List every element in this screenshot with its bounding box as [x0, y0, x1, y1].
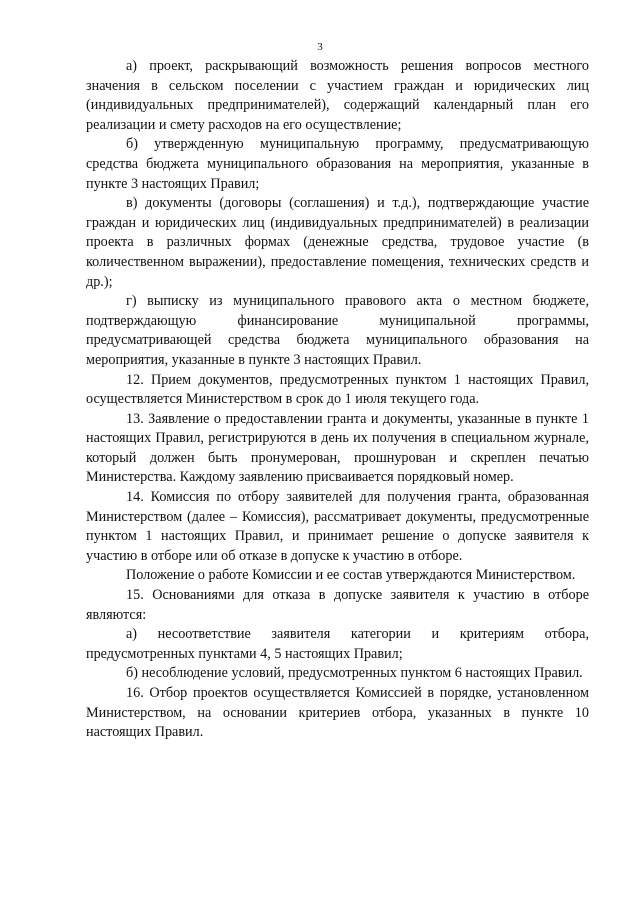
paragraph-15b: б) несоблюдение условий, предусмотренных пунктом 6 настоящих Правил.: [126, 665, 583, 682]
paragraph-14-commission: Положение о работе Комиссии и ее состав утверждаются Министерством.: [126, 567, 576, 584]
paragraph-11g: г) выписку из муниципального правового акта о местном бюджете, подтверждающую финансирование муниципальной программы, предусматривающей средства бюджета муниципального образования на мероприятия, указанные в пункте 3 настоящих Правил.: [86, 293, 589, 368]
paragraph-16: 16. Отбор проектов осуществляется Комиссией в порядке, установленном Министерством, на основании критериев отбора, указанных в пункте 10 настоящих Правил.: [86, 685, 589, 741]
paragraph-15: 15. Основаниями для отказа в допуске заявителя к участию в отборе являются:: [86, 587, 589, 623]
paragraph-11a: а) проект, раскрывающий возможность решения вопросов местного значения в сельском поселении с участием граждан и юридических лиц (индивидуальных предпринимателей), содержащий календарный план его реализации и смету расходов на его осуществление;: [86, 58, 589, 133]
paragraph-13: 13. Заявление о предоставлении гранта и документы, указанные в пункте 1 настоящих Правил, регистрируются в день их получения в специальном журнале, который должен быть пронумерован, прошнурован и скреплен печатью Министерства. Каждому заявлению присваивается порядковый номер.: [86, 410, 589, 486]
paragraph-11b: б) утвержденную муниципальную программу, предусматривающую средства бюджета муниципального образования на мероприятия, указанные в пункте 3 настоящих Правил;: [86, 136, 589, 192]
paragraph-15a: а) несоответствие заявителя категории и критериям отбора, предусмотренных пунктами 4, 5 настоящих Правил;: [86, 626, 589, 662]
paragraph-14: 14. Комиссия по отбору заявителей для получения гранта, образованная Министерством (далее – Комиссия), рассматривает документы, предусмотренные пунктом 1 настоящих Правил, и принимает решение о допуске заявителя к участию в отборе или об отказе в допуске к участию в отборе.: [86, 489, 589, 564]
paragraph-12: 12. Прием документов, предусмотренных пунктом 1 настоящих Правил, осуществляется Министерством в срок до 1 июля текущего года.: [86, 371, 589, 408]
document-body: [86, 57, 589, 743]
page-number: 3: [317, 41, 323, 53]
paragraph-11v: в) документы (договоры (соглашения) и т.д.), подтверждающие участие граждан и юридических лиц (индивидуальных предпринимателей) в реализации проекта в различных формах (денежные средства, трудовое участие (в количественном выражении), предоставление помещения, технических средств и др.);: [86, 195, 589, 290]
